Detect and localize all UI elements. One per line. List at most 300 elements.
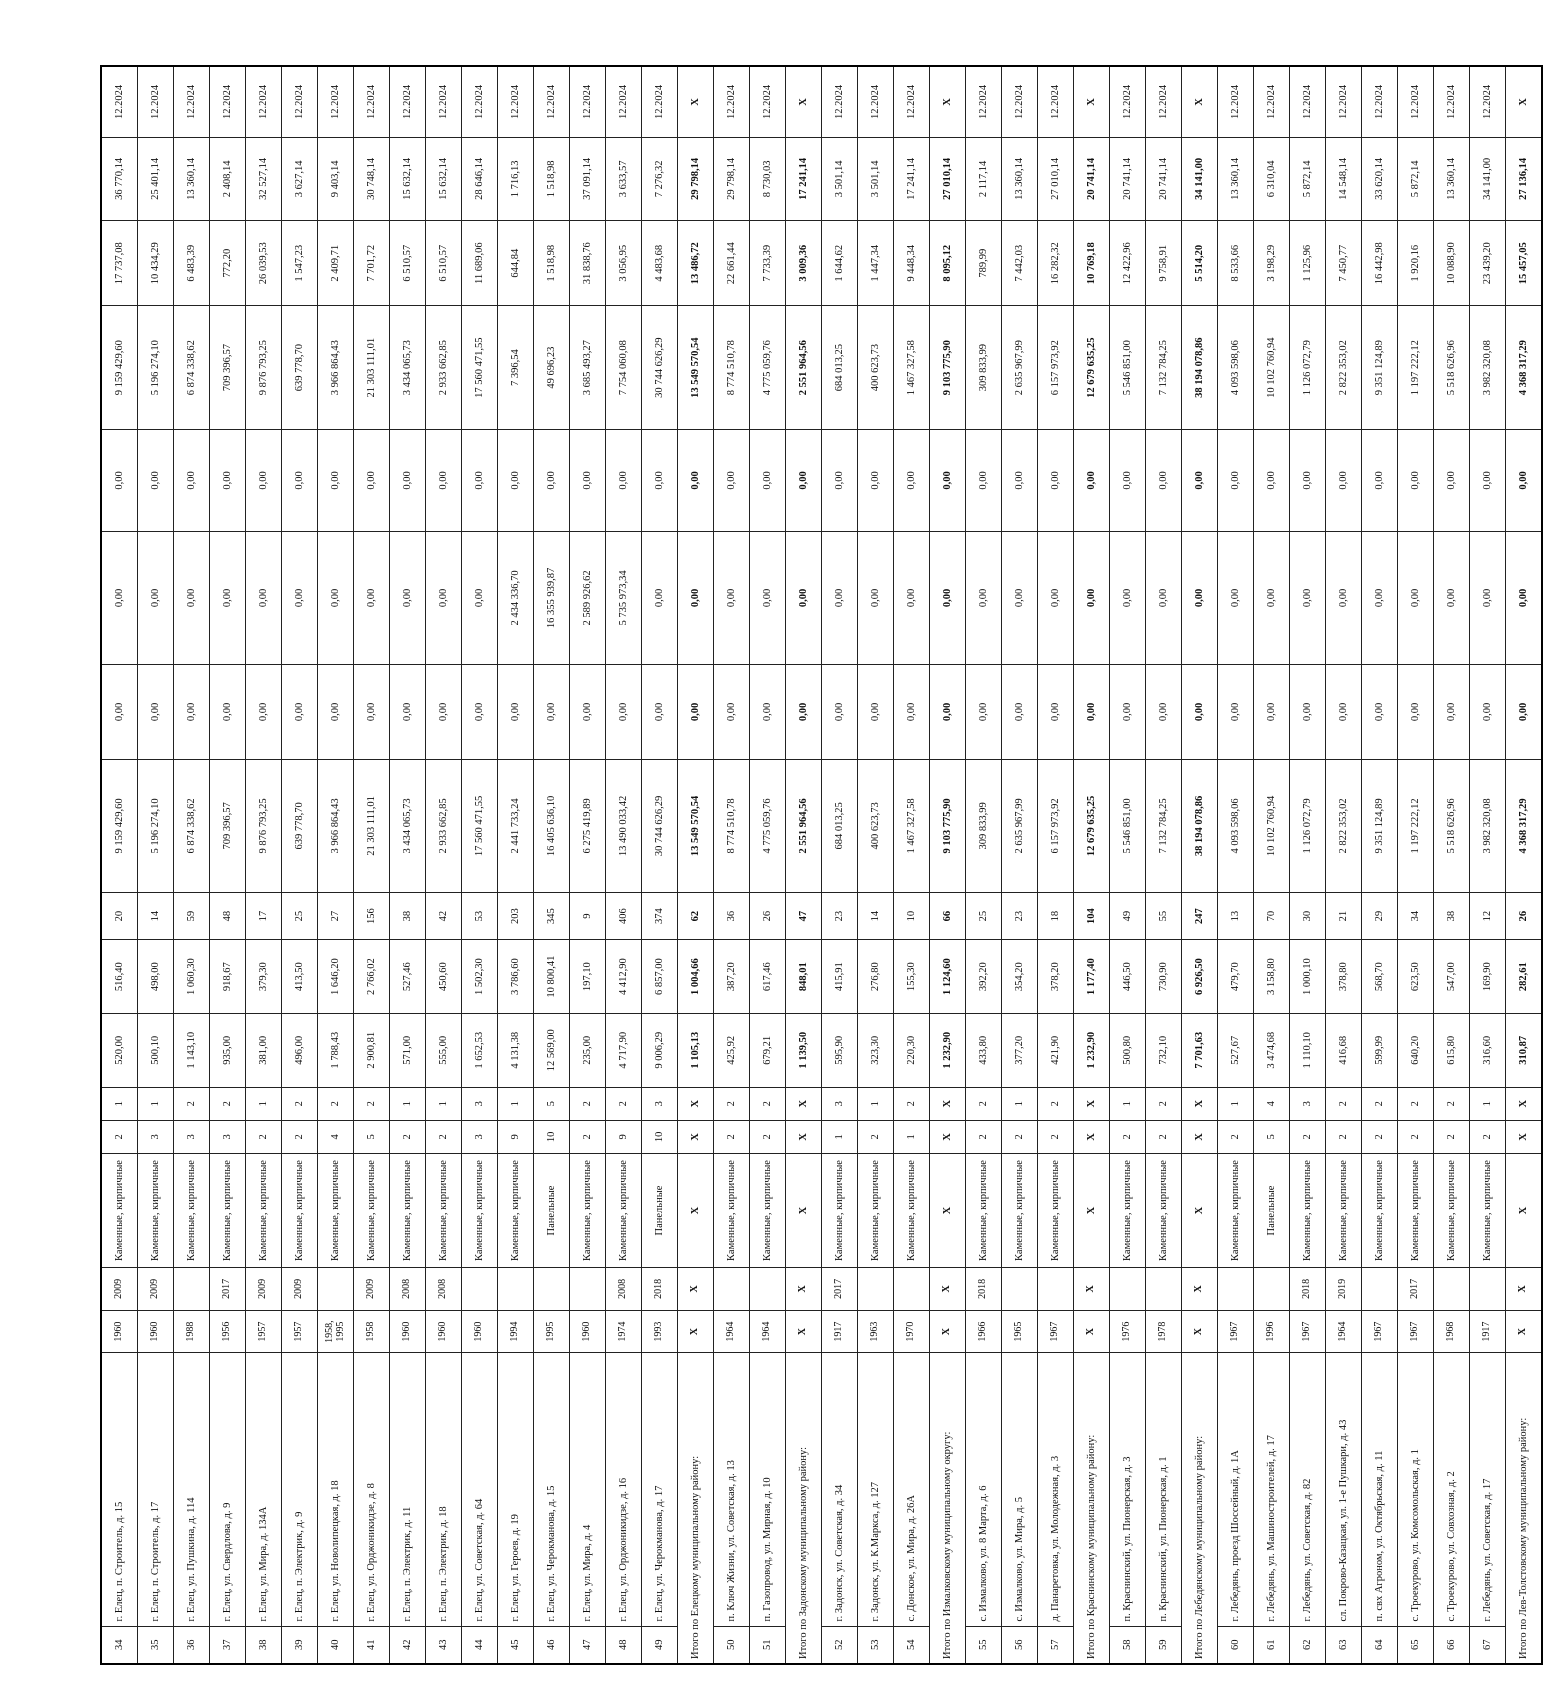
owners-funds-cell: 3 966 864,43 [318, 306, 354, 429]
year-repair-cell: 2009 [246, 1268, 282, 1311]
year-repair-cell [318, 1268, 354, 1311]
local-budget-cell: 0,00 [714, 429, 750, 531]
regional-budget-cell: 0,00 [1470, 531, 1506, 664]
cost-per-m2-cell: 2 409,71 [318, 220, 354, 305]
address-cell: г. Задонск, ул. Советская, д. 34 [822, 1353, 858, 1626]
year-repair-cell: 2008 [606, 1268, 642, 1311]
floors-cell: 2 [1146, 1120, 1182, 1153]
entrances-cell: 3 [462, 1087, 498, 1120]
total-cost-cell: 684 013,25 [822, 759, 858, 892]
cost-per-m2-cell: 1 447,34 [858, 220, 894, 305]
year-built-cell: 1968 [1434, 1310, 1470, 1353]
year-repair-cell [174, 1268, 210, 1311]
row-number: 38 [246, 1626, 282, 1664]
floors-cell: 9 [498, 1120, 534, 1153]
address-cell: г. Елец, ул. Героев, д. 19 [498, 1353, 534, 1626]
living-area-cell: 6 857,00 [642, 940, 678, 1014]
limit-per-m2-cell: 15 632,14 [426, 137, 462, 220]
year-built-cell: 1967 [1398, 1310, 1434, 1353]
total-area-cell: 1 143,10 [174, 1013, 210, 1087]
deadline-cell: 12.2024 [1218, 66, 1254, 137]
residents-cell: 42 [426, 892, 462, 939]
regional-budget-cell: 0,00 [1434, 531, 1470, 664]
entrances-cell: 1 [138, 1087, 174, 1120]
deadline-cell: 12.2024 [318, 66, 354, 137]
limit-per-m2-cell: 5 872,14 [1398, 137, 1434, 220]
row-number: 41 [354, 1626, 390, 1664]
entrances-cell: 2 [354, 1087, 390, 1120]
regional-budget-cell: 0,00 [1290, 531, 1326, 664]
address-cell: г. Елец, п. Строитель, д. 15 [101, 1353, 138, 1626]
cost-per-m2-cell: 12 422,96 [1110, 220, 1146, 305]
total-cost-cell: 309 833,99 [966, 759, 1002, 892]
owners-funds-cell: 2 822 353,02 [1326, 306, 1362, 429]
owners-funds-cell: 12 679 635,25 [1074, 306, 1110, 429]
row-number: 62 [1290, 1626, 1326, 1664]
regional-budget-cell: 0,00 [966, 531, 1002, 664]
residents-cell: 9 [570, 892, 606, 939]
table-row [318, 66, 354, 1664]
year-built-cell: 1960 [462, 1310, 498, 1353]
living-area-cell: 918,67 [210, 940, 246, 1014]
total-area-cell: 425,92 [714, 1013, 750, 1087]
regional-budget-cell: 5 735 973,34 [606, 531, 642, 664]
year-repair-cell [1434, 1268, 1470, 1311]
regional-budget-cell: 2 434 336,70 [498, 531, 534, 664]
cost-per-m2-cell: 1 644,62 [822, 220, 858, 305]
total-area-cell: 595,90 [822, 1013, 858, 1087]
living-area-cell: 479,70 [1218, 940, 1254, 1014]
floors-cell: 2 [282, 1120, 318, 1153]
year-repair-cell [498, 1268, 534, 1311]
total-cost-cell: 6 275 419,89 [570, 759, 606, 892]
fund-cell: 0,00 [786, 664, 822, 759]
living-area-cell: 1 502,30 [462, 940, 498, 1014]
address-cell: п. Газопровод, ул. Мирная, д. 10 [750, 1353, 786, 1626]
residents-cell: 55 [1146, 892, 1182, 939]
year-built-cell: 1960 [101, 1310, 138, 1353]
local-budget-cell: 0,00 [1506, 429, 1543, 531]
address-cell: г. Елец, ул. Мира, д. 134А [246, 1353, 282, 1626]
owners-funds-cell: 7 754 060,08 [606, 306, 642, 429]
table-total-row [1506, 66, 1543, 1664]
cost-per-m2-cell: 7 450,77 [1326, 220, 1362, 305]
table-row [498, 66, 534, 1664]
year-built-cell: 1988 [174, 1310, 210, 1353]
year-built-cell: 1967 [1362, 1310, 1398, 1353]
cost-per-m2-cell: 6 510,57 [426, 220, 462, 305]
residents-cell: 13 [1218, 892, 1254, 939]
total-area-cell: 1 232,90 [1074, 1013, 1110, 1087]
entrances-cell: 2 [282, 1087, 318, 1120]
limit-per-m2-cell: 3 501,14 [822, 137, 858, 220]
entrances-cell: 1 [246, 1087, 282, 1120]
owners-funds-cell: 4 093 598,06 [1218, 306, 1254, 429]
deadline-cell: 12.2024 [642, 66, 678, 137]
wall-material-cell: Каменные, кирпичные [1362, 1154, 1398, 1268]
wall-material-cell: X [930, 1154, 966, 1268]
address-cell: с. Троекурово, ул. Комсомольская, д. 1 [1398, 1353, 1434, 1626]
living-area-cell: 169,90 [1470, 940, 1506, 1014]
entrances-cell: 3 [642, 1087, 678, 1120]
residents-cell: 203 [498, 892, 534, 939]
entrances-cell: 2 [174, 1087, 210, 1120]
limit-per-m2-cell: 7 276,32 [642, 137, 678, 220]
fund-cell: 0,00 [1254, 664, 1290, 759]
local-budget-cell: 0,00 [570, 429, 606, 531]
local-budget-cell: 0,00 [822, 429, 858, 531]
wall-material-cell: Каменные, кирпичные [822, 1154, 858, 1268]
total-area-cell: 7 701,63 [1182, 1013, 1218, 1087]
wall-material-cell: Каменные, кирпичные [606, 1154, 642, 1268]
year-built-cell: 1960 [570, 1310, 606, 1353]
deadline-cell: 12.2024 [1110, 66, 1146, 137]
owners-funds-cell: 21 303 111,01 [354, 306, 390, 429]
entrances-cell: 2 [1146, 1087, 1182, 1120]
local-budget-cell: 0,00 [1470, 429, 1506, 531]
deadline-cell: X [1182, 66, 1218, 137]
local-budget-cell: 0,00 [1146, 429, 1182, 531]
entrances-cell: X [1506, 1087, 1543, 1120]
living-area-cell: 378,80 [1326, 940, 1362, 1014]
local-budget-cell: 0,00 [858, 429, 894, 531]
limit-per-m2-cell: 1 518,98 [534, 137, 570, 220]
total-cost-cell: 6 157 973,92 [1038, 759, 1074, 892]
residents-cell: 104 [1074, 892, 1110, 939]
total-area-cell: 1 652,53 [462, 1013, 498, 1087]
floors-cell: 2 [1002, 1120, 1038, 1153]
entrances-cell: 2 [966, 1087, 1002, 1120]
residents-cell: 23 [822, 892, 858, 939]
row-number: 65 [1398, 1626, 1434, 1664]
row-number: 42 [390, 1626, 426, 1664]
rotated-table-sheet [100, 65, 1529, 1665]
total-cost-cell: 9 103 775,90 [930, 759, 966, 892]
deadline-cell: X [1074, 66, 1110, 137]
cost-per-m2-cell: 9 758,91 [1146, 220, 1182, 305]
total-cost-cell: 2 635 967,99 [1002, 759, 1038, 892]
regional-budget-cell: 0,00 [786, 531, 822, 664]
local-budget-cell: 0,00 [101, 429, 138, 531]
fund-cell: 0,00 [354, 664, 390, 759]
total-cost-cell: 9 876 793,25 [246, 759, 282, 892]
deadline-cell: 12.2024 [462, 66, 498, 137]
owners-funds-cell: 5 518 626,96 [1434, 306, 1470, 429]
table-row [1002, 66, 1038, 1664]
limit-per-m2-cell: 34 141,00 [1182, 137, 1218, 220]
table-row [894, 66, 930, 1664]
residents-cell: 10 [894, 892, 930, 939]
residents-cell: 34 [1398, 892, 1434, 939]
living-area-cell: 4 412,90 [606, 940, 642, 1014]
total-area-cell: 12 569,00 [534, 1013, 570, 1087]
owners-funds-cell: 9 876 793,25 [246, 306, 282, 429]
row-number: 50 [714, 1626, 750, 1664]
deadline-cell: X [930, 66, 966, 137]
table-row [354, 66, 390, 1664]
total-cost-cell: 2 822 353,02 [1326, 759, 1362, 892]
floors-cell: 5 [1254, 1120, 1290, 1153]
total-area-cell: 220,30 [894, 1013, 930, 1087]
year-built-cell: 1994 [498, 1310, 534, 1353]
year-built-cell: 1978 [1146, 1310, 1182, 1353]
wall-material-cell: Каменные, кирпичные [714, 1154, 750, 1268]
local-budget-cell: 0,00 [138, 429, 174, 531]
regional-budget-cell: 0,00 [678, 531, 714, 664]
living-area-cell: 379,30 [246, 940, 282, 1014]
year-repair-cell: 2009 [101, 1268, 138, 1311]
owners-funds-cell: 4 775 059,76 [750, 306, 786, 429]
total-area-cell: 2 900,81 [354, 1013, 390, 1087]
deadline-cell: 12.2024 [750, 66, 786, 137]
row-number: 48 [606, 1626, 642, 1664]
year-repair-cell: X [678, 1268, 714, 1311]
limit-per-m2-cell: 29 798,14 [678, 137, 714, 220]
entrances-cell: 2 [1434, 1087, 1470, 1120]
deadline-cell: 12.2024 [1038, 66, 1074, 137]
cost-per-m2-cell: 3 056,95 [606, 220, 642, 305]
address-cell: г. Елец, ул. Орджоникидзе, д. 8 [354, 1353, 390, 1626]
deadline-cell: 12.2024 [390, 66, 426, 137]
entrances-cell: 1 [390, 1087, 426, 1120]
table-row [174, 66, 210, 1664]
row-number: 67 [1470, 1626, 1506, 1664]
year-built-cell: X [1182, 1310, 1218, 1353]
limit-per-m2-cell: 3 627,14 [282, 137, 318, 220]
deadline-cell: 12.2024 [606, 66, 642, 137]
regional-budget-cell: 0,00 [1254, 531, 1290, 664]
total-cost-cell: 9 351 124,89 [1362, 759, 1398, 892]
row-number: 35 [138, 1626, 174, 1664]
floors-cell: 2 [101, 1120, 138, 1153]
owners-funds-cell: 49 696,23 [534, 306, 570, 429]
fund-cell: 0,00 [426, 664, 462, 759]
cost-per-m2-cell: 8 533,66 [1218, 220, 1254, 305]
owners-funds-cell: 1 197 222,12 [1398, 306, 1434, 429]
fund-cell: 0,00 [1110, 664, 1146, 759]
limit-per-m2-cell: 34 141,00 [1470, 137, 1506, 220]
cost-per-m2-cell: 11 689,06 [462, 220, 498, 305]
cost-per-m2-cell: 6 483,39 [174, 220, 210, 305]
regional-budget-cell: 0,00 [174, 531, 210, 664]
wall-material-cell: Каменные, кирпичные [318, 1154, 354, 1268]
regional-budget-cell: 0,00 [354, 531, 390, 664]
row-number: 49 [642, 1626, 678, 1664]
row-number: 39 [282, 1626, 318, 1664]
residents-cell: 53 [462, 892, 498, 939]
total-cost-cell: 5 518 626,96 [1434, 759, 1470, 892]
table-row [606, 66, 642, 1664]
total-area-cell: 935,00 [210, 1013, 246, 1087]
fund-cell: 0,00 [1182, 664, 1218, 759]
table-row [1398, 66, 1434, 1664]
deadline-cell: 12.2024 [1398, 66, 1434, 137]
deadline-cell: 12.2024 [894, 66, 930, 137]
row-number: 63 [1326, 1626, 1362, 1664]
cost-per-m2-cell: 1 125,96 [1290, 220, 1326, 305]
year-repair-cell: 2017 [822, 1268, 858, 1311]
row-number: 56 [1002, 1626, 1038, 1664]
regional-budget-cell: 0,00 [1182, 531, 1218, 664]
fund-cell: 0,00 [858, 664, 894, 759]
total-area-cell: 640,20 [1398, 1013, 1434, 1087]
regional-budget-cell: 0,00 [138, 531, 174, 664]
table-row [1434, 66, 1470, 1664]
year-built-cell: 1960 [138, 1310, 174, 1353]
year-built-cell: X [678, 1310, 714, 1353]
entrances-cell: 1 [498, 1087, 534, 1120]
local-budget-cell: 0,00 [246, 429, 282, 531]
floors-cell: 3 [174, 1120, 210, 1153]
row-number: 34 [101, 1626, 138, 1664]
owners-funds-cell: 9 103 775,90 [930, 306, 966, 429]
year-repair-cell [462, 1268, 498, 1311]
wall-material-cell: X [1074, 1154, 1110, 1268]
deadline-cell: 12.2024 [1146, 66, 1182, 137]
total-area-cell: 496,00 [282, 1013, 318, 1087]
address-cell: г. Елец, ул. Орджоникидзе, д. 16 [606, 1353, 642, 1626]
limit-per-m2-cell: 17 241,14 [786, 137, 822, 220]
fund-cell: 0,00 [138, 664, 174, 759]
year-built-cell: 1967 [1038, 1310, 1074, 1353]
housing-repair-table [100, 65, 1543, 1665]
table-row [966, 66, 1002, 1664]
limit-per-m2-cell: 13 360,14 [1434, 137, 1470, 220]
wall-material-cell: Каменные, кирпичные [138, 1154, 174, 1268]
cost-per-m2-cell: 9 448,34 [894, 220, 930, 305]
regional-budget-cell: 0,00 [894, 531, 930, 664]
owners-funds-cell: 4 368 317,29 [1506, 306, 1543, 429]
row-number: 55 [966, 1626, 1002, 1664]
living-area-cell: 6 926,50 [1182, 940, 1218, 1014]
total-cost-cell: 10 102 760,94 [1254, 759, 1290, 892]
owners-funds-cell: 38 194 078,86 [1182, 306, 1218, 429]
floors-cell: 2 [1434, 1120, 1470, 1153]
living-area-cell: 197,10 [570, 940, 606, 1014]
row-number: 40 [318, 1626, 354, 1664]
living-area-cell: 1 177,40 [1074, 940, 1110, 1014]
address-cell: г. Елец, п. Электрик, д. 11 [390, 1353, 426, 1626]
address-cell: сл. Покрово-Казацкая, ул. 1-е Пушкари, д. 43 [1326, 1353, 1362, 1626]
deadline-cell: 12.2024 [1002, 66, 1038, 137]
total-area-cell: 377,20 [1002, 1013, 1038, 1087]
deadline-cell: 12.2024 [426, 66, 462, 137]
residents-cell: 59 [174, 892, 210, 939]
year-built-cell: 1993 [642, 1310, 678, 1353]
fund-cell: 0,00 [1506, 664, 1543, 759]
fund-cell: 0,00 [714, 664, 750, 759]
total-cost-cell: 16 405 636,10 [534, 759, 570, 892]
address-cell: г. Елец, ул. Мира, д. 4 [570, 1353, 606, 1626]
total-area-cell: 1 788,43 [318, 1013, 354, 1087]
deadline-cell: 12.2024 [101, 66, 138, 137]
year-built-cell: 1960 [390, 1310, 426, 1353]
row-number: 54 [894, 1626, 930, 1664]
regional-budget-cell: 16 355 939,87 [534, 531, 570, 664]
year-repair-cell: 2008 [426, 1268, 462, 1311]
regional-budget-cell: 0,00 [1074, 531, 1110, 664]
residents-cell: 18 [1038, 892, 1074, 939]
cost-per-m2-cell: 1 518,98 [534, 220, 570, 305]
fund-cell: 0,00 [822, 664, 858, 759]
cost-per-m2-cell: 31 838,76 [570, 220, 606, 305]
total-area-cell: 571,00 [390, 1013, 426, 1087]
address-cell: г. Елец, ул. Черокманова, д. 17 [642, 1353, 678, 1626]
year-built-cell: 1970 [894, 1310, 930, 1353]
year-built-cell: 1958, 1995 [318, 1310, 354, 1353]
owners-funds-cell: 9 159 429,60 [101, 306, 138, 429]
table-row [642, 66, 678, 1664]
total-area-cell: 421,90 [1038, 1013, 1074, 1087]
floors-cell: X [678, 1120, 714, 1153]
total-area-cell: 310,87 [1506, 1013, 1543, 1087]
row-number: 64 [1362, 1626, 1398, 1664]
entrances-cell: 3 [1290, 1087, 1326, 1120]
living-area-cell: 498,00 [138, 940, 174, 1014]
regional-budget-cell: 0,00 [1362, 531, 1398, 664]
owners-funds-cell: 3 685 493,27 [570, 306, 606, 429]
residents-cell: 30 [1290, 892, 1326, 939]
living-area-cell: 282,61 [1506, 940, 1543, 1014]
table-row [246, 66, 282, 1664]
limit-per-m2-cell: 27 010,14 [930, 137, 966, 220]
table-row [1326, 66, 1362, 1664]
floors-cell: X [1182, 1120, 1218, 1153]
total-area-cell: 1 232,90 [930, 1013, 966, 1087]
cost-per-m2-cell: 772,20 [210, 220, 246, 305]
total-cost-cell: 6 874 338,62 [174, 759, 210, 892]
table-row [858, 66, 894, 1664]
year-built-cell: 1917 [1470, 1310, 1506, 1353]
regional-budget-cell: 0,00 [246, 531, 282, 664]
residents-cell: 406 [606, 892, 642, 939]
total-cost-cell: 1 126 072,79 [1290, 759, 1326, 892]
deadline-cell: 12.2024 [966, 66, 1002, 137]
row-number: 61 [1254, 1626, 1290, 1664]
total-area-cell: 1 139,50 [786, 1013, 822, 1087]
owners-funds-cell: 400 623,73 [858, 306, 894, 429]
residents-cell: 14 [858, 892, 894, 939]
total-cost-cell: 8 774 510,78 [714, 759, 750, 892]
living-area-cell: 446,50 [1110, 940, 1146, 1014]
total-cost-cell: 17 560 471,55 [462, 759, 498, 892]
floors-cell: 9 [606, 1120, 642, 1153]
address-cell: г. Елец, ул. Свердлова, д. 9 [210, 1353, 246, 1626]
entrances-cell: X [1182, 1087, 1218, 1120]
cost-per-m2-cell: 3 198,29 [1254, 220, 1290, 305]
floors-cell: X [930, 1120, 966, 1153]
wall-material-cell: Панельные [1254, 1154, 1290, 1268]
address-cell: п. Краснинский, ул. Пионерская, д. 3 [1110, 1353, 1146, 1626]
total-area-cell: 527,67 [1218, 1013, 1254, 1087]
total-cost-cell: 9 159 429,60 [101, 759, 138, 892]
regional-budget-cell: 0,00 [714, 531, 750, 664]
year-built-cell: 1958 [354, 1310, 390, 1353]
wall-material-cell: Каменные, кирпичные [246, 1154, 282, 1268]
row-number: 57 [1038, 1626, 1074, 1664]
residents-cell: 14 [138, 892, 174, 939]
fund-cell: 0,00 [1002, 664, 1038, 759]
row-number: 59 [1146, 1626, 1182, 1664]
year-built-cell: 1974 [606, 1310, 642, 1353]
fund-cell: 0,00 [101, 664, 138, 759]
year-built-cell: 1996 [1254, 1310, 1290, 1353]
owners-funds-cell: 30 744 626,29 [642, 306, 678, 429]
owners-funds-cell: 639 778,70 [282, 306, 318, 429]
deadline-cell: 12.2024 [1326, 66, 1362, 137]
deadline-cell: 12.2024 [714, 66, 750, 137]
fund-cell: 0,00 [1434, 664, 1470, 759]
